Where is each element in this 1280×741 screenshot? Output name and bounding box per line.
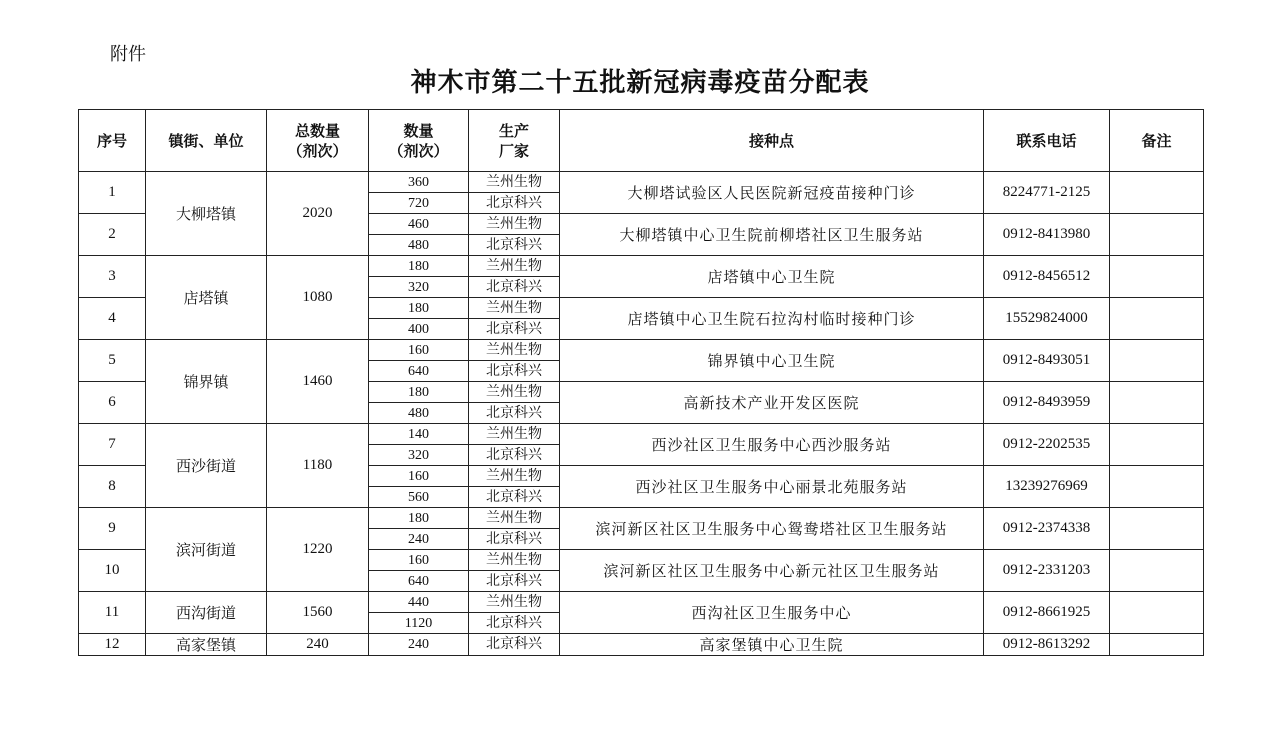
table-row bbox=[79, 508, 1204, 529]
row-quantity: 160 bbox=[369, 340, 469, 361]
row-site: 店塔镇中心卫生院石拉沟村临时接种门诊 bbox=[560, 298, 984, 340]
row-quantity: 240 bbox=[369, 529, 469, 550]
header-site: 接种点 bbox=[560, 110, 984, 172]
row-total: 2020 bbox=[267, 172, 369, 256]
row-site: 滨河新区社区卫生服务中心鸳鸯塔社区卫生服务站 bbox=[560, 508, 984, 550]
row-town: 锦界镇 bbox=[146, 340, 267, 424]
row-note bbox=[1110, 172, 1204, 214]
row-town: 西沙街道 bbox=[146, 424, 267, 508]
row-manufacturer: 兰州生物 bbox=[469, 214, 560, 235]
row-quantity: 560 bbox=[369, 487, 469, 508]
row-manufacturer: 北京科兴 bbox=[469, 361, 560, 382]
row-manufacturer: 兰州生物 bbox=[469, 550, 560, 571]
row-manufacturer: 兰州生物 bbox=[469, 256, 560, 277]
row-phone: 0912-8493051 bbox=[984, 340, 1110, 382]
row-manufacturer: 兰州生物 bbox=[469, 172, 560, 193]
row-site: 大柳塔试验区人民医院新冠疫苗接种门诊 bbox=[560, 172, 984, 214]
row-site: 大柳塔镇中心卫生院前柳塔社区卫生服务站 bbox=[560, 214, 984, 256]
row-seq: 1 bbox=[79, 172, 146, 214]
header-manufacturer-line2: 厂家 bbox=[498, 141, 529, 160]
row-phone: 0912-8456512 bbox=[984, 256, 1110, 298]
row-quantity: 180 bbox=[369, 382, 469, 403]
header-seq: 序号 bbox=[79, 110, 146, 172]
row-site: 西沙社区卫生服务中心西沙服务站 bbox=[560, 424, 984, 466]
row-manufacturer: 北京科兴 bbox=[469, 529, 560, 550]
row-quantity: 240 bbox=[369, 634, 469, 656]
header-row bbox=[79, 110, 1204, 172]
row-quantity: 160 bbox=[369, 466, 469, 487]
row-seq: 8 bbox=[79, 466, 146, 508]
row-manufacturer: 兰州生物 bbox=[469, 424, 560, 445]
row-site: 锦界镇中心卫生院 bbox=[560, 340, 984, 382]
row-note bbox=[1110, 214, 1204, 256]
row-quantity: 480 bbox=[369, 235, 469, 256]
header-total-line2: （剂次） bbox=[287, 141, 348, 160]
row-total: 1180 bbox=[267, 424, 369, 508]
row-note bbox=[1110, 256, 1204, 298]
header-town: 镇街、单位 bbox=[146, 110, 267, 172]
row-seq: 6 bbox=[79, 382, 146, 424]
row-quantity: 640 bbox=[369, 571, 469, 592]
row-manufacturer: 兰州生物 bbox=[469, 592, 560, 613]
row-town: 滨河街道 bbox=[146, 508, 267, 592]
row-seq: 5 bbox=[79, 340, 146, 382]
row-manufacturer: 北京科兴 bbox=[469, 277, 560, 298]
row-manufacturer: 北京科兴 bbox=[469, 235, 560, 256]
row-manufacturer: 兰州生物 bbox=[469, 508, 560, 529]
row-note bbox=[1110, 592, 1204, 634]
document-title: 神木市第二十五批新冠病毒疫苗分配表 bbox=[410, 68, 870, 98]
row-quantity: 360 bbox=[369, 172, 469, 193]
row-manufacturer: 北京科兴 bbox=[469, 319, 560, 340]
table-row bbox=[79, 592, 1204, 613]
row-site: 高新技术产业开发区医院 bbox=[560, 382, 984, 424]
header-total bbox=[267, 110, 369, 172]
row-note bbox=[1110, 424, 1204, 466]
row-manufacturer: 兰州生物 bbox=[469, 382, 560, 403]
row-total: 1460 bbox=[267, 340, 369, 424]
row-quantity: 400 bbox=[369, 319, 469, 340]
row-total: 1560 bbox=[267, 592, 369, 634]
header-phone: 联系电话 bbox=[984, 110, 1110, 172]
row-phone: 0912-2202535 bbox=[984, 424, 1110, 466]
row-quantity: 320 bbox=[369, 277, 469, 298]
vaccine-allocation-table bbox=[78, 109, 1204, 656]
header-quantity bbox=[369, 110, 469, 172]
row-quantity: 460 bbox=[369, 214, 469, 235]
row-quantity: 480 bbox=[369, 403, 469, 424]
row-town: 店塔镇 bbox=[146, 256, 267, 340]
row-seq: 7 bbox=[79, 424, 146, 466]
table-row bbox=[79, 340, 1204, 361]
row-note bbox=[1110, 298, 1204, 340]
header-total-line1: 总数量 bbox=[294, 121, 340, 140]
row-manufacturer: 兰州生物 bbox=[469, 340, 560, 361]
row-manufacturer: 北京科兴 bbox=[469, 571, 560, 592]
row-manufacturer: 兰州生物 bbox=[469, 298, 560, 319]
row-quantity: 180 bbox=[369, 256, 469, 277]
row-note bbox=[1110, 508, 1204, 550]
row-note bbox=[1110, 382, 1204, 424]
row-site: 高家堡镇中心卫生院 bbox=[560, 634, 984, 656]
header-quantity-line1: 数量 bbox=[403, 121, 434, 140]
row-quantity: 320 bbox=[369, 445, 469, 466]
row-phone: 0912-2331203 bbox=[984, 550, 1110, 592]
header-quantity-line2: （剂次） bbox=[388, 141, 449, 160]
row-note bbox=[1110, 340, 1204, 382]
row-manufacturer: 北京科兴 bbox=[469, 487, 560, 508]
row-quantity: 140 bbox=[369, 424, 469, 445]
row-seq: 10 bbox=[79, 550, 146, 592]
table-body bbox=[79, 172, 1204, 656]
header-manufacturer bbox=[469, 110, 560, 172]
table-row bbox=[79, 172, 1204, 193]
row-note bbox=[1110, 466, 1204, 508]
row-quantity: 720 bbox=[369, 193, 469, 214]
row-town: 西沟街道 bbox=[146, 592, 267, 634]
row-phone: 15529824000 bbox=[984, 298, 1110, 340]
row-seq: 2 bbox=[79, 214, 146, 256]
table-row bbox=[79, 634, 1204, 656]
row-quantity: 1120 bbox=[369, 613, 469, 634]
row-note bbox=[1110, 634, 1204, 656]
header-note: 备注 bbox=[1110, 110, 1204, 172]
row-quantity: 640 bbox=[369, 361, 469, 382]
row-phone: 0912-8493959 bbox=[984, 382, 1110, 424]
row-quantity: 160 bbox=[369, 550, 469, 571]
row-manufacturer: 北京科兴 bbox=[469, 613, 560, 634]
row-site: 滨河新区社区卫生服务中心新元社区卫生服务站 bbox=[560, 550, 984, 592]
row-total: 1220 bbox=[267, 508, 369, 592]
row-site: 西沙社区卫生服务中心丽景北苑服务站 bbox=[560, 466, 984, 508]
row-site: 店塔镇中心卫生院 bbox=[560, 256, 984, 298]
row-site: 西沟社区卫生服务中心 bbox=[560, 592, 984, 634]
row-seq: 4 bbox=[79, 298, 146, 340]
row-town: 高家堡镇 bbox=[146, 634, 267, 656]
row-seq: 11 bbox=[79, 592, 146, 634]
row-quantity: 180 bbox=[369, 298, 469, 319]
table-row bbox=[79, 256, 1204, 277]
row-seq: 12 bbox=[79, 634, 146, 656]
row-manufacturer: 兰州生物 bbox=[469, 466, 560, 487]
row-phone: 8224771-2125 bbox=[984, 172, 1110, 214]
row-phone: 0912-8661925 bbox=[984, 592, 1110, 634]
row-manufacturer: 北京科兴 bbox=[469, 403, 560, 424]
row-phone: 13239276969 bbox=[984, 466, 1110, 508]
row-seq: 9 bbox=[79, 508, 146, 550]
row-manufacturer: 北京科兴 bbox=[469, 634, 560, 656]
row-phone: 0912-8613292 bbox=[984, 634, 1110, 656]
row-town: 大柳塔镇 bbox=[146, 172, 267, 256]
row-total: 240 bbox=[267, 634, 369, 656]
row-phone: 0912-2374338 bbox=[984, 508, 1110, 550]
row-quantity: 180 bbox=[369, 508, 469, 529]
row-manufacturer: 北京科兴 bbox=[469, 193, 560, 214]
row-manufacturer: 北京科兴 bbox=[469, 445, 560, 466]
row-note bbox=[1110, 550, 1204, 592]
header-manufacturer-line1: 生产 bbox=[498, 121, 529, 140]
row-phone: 0912-8413980 bbox=[984, 214, 1110, 256]
row-seq: 3 bbox=[79, 256, 146, 298]
row-total: 1080 bbox=[267, 256, 369, 340]
row-quantity: 440 bbox=[369, 592, 469, 613]
attachment-label: 附件 bbox=[110, 44, 146, 65]
table-row bbox=[79, 424, 1204, 445]
